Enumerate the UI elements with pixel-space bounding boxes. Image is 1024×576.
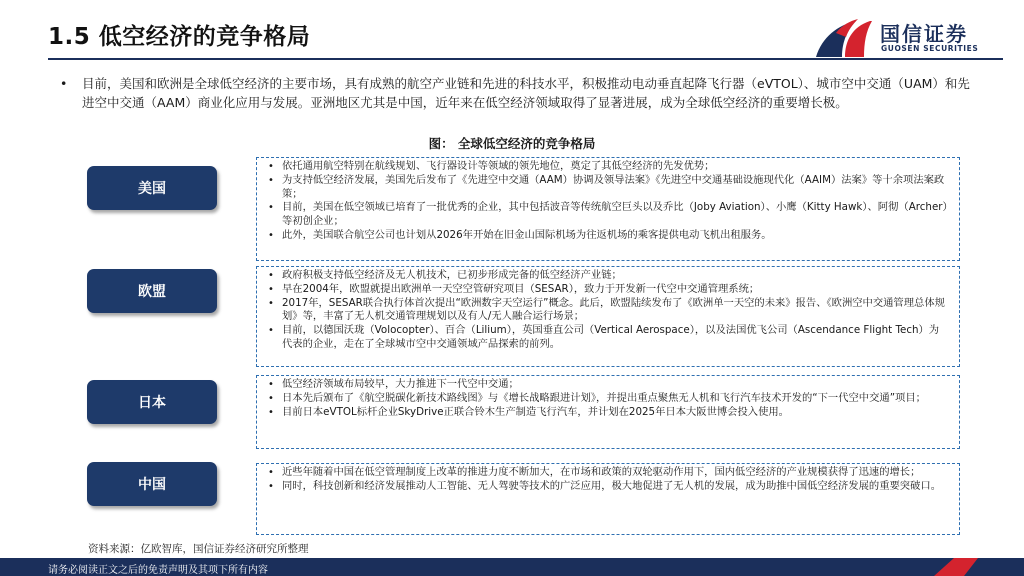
region-box-japan: [256, 375, 960, 449]
figure-caption: 图： 全球低空经济的竞争格局: [428, 136, 596, 151]
intro-text: 目前，美国和欧洲是全球低空经济的主要市场，具有成熟的航空产业链和先进的科技水平，积极推动电动垂直起降飞行器（eVTOL）、城市空中交通（UAM）和先进空中交通（AAM）商业化应用与发展。亚洲地区尤其是中国，近年来在低空经济领域取得了显著进展，成为全球低空经济的重要增长极。: [82, 76, 970, 110]
list-item: • 低空经济领域布局较早，大力推进下一代空中交通；: [265, 378, 949, 392]
region-label-china: 中国: [87, 462, 217, 506]
region-box-eu: [256, 266, 960, 367]
region-points-usa: [265, 160, 949, 243]
list-item: • 目前日本eVTOL标杆企业SkyDrive正联合铃木生产制造飞行汽车，并计划在2025年日本大阪世博会投入使用。: [265, 406, 949, 420]
region-points-eu: [265, 269, 949, 352]
region-points-china: [265, 466, 949, 494]
list-item: • 同时，科技创新和经济发展推动人工智能、无人驾驶等技术的广泛应用，极大地促进了无人机的发展，成为助推中国低空经济发展的重要突破口。: [265, 480, 949, 494]
list-item: • 早在2004年，欧盟就提出欧洲单一天空空管研究项目（SESAR），致力于开发新一代空中交通管理系统；: [265, 283, 949, 297]
guosen-logo-icon: [812, 17, 874, 57]
intro-paragraph: [62, 74, 972, 112]
logo-text-en: GUOSEN SECURITIES: [881, 44, 979, 53]
list-item: • 2017年，SESAR联合执行体首次提出“欧洲数字天空运行”概念。此后，欧盟陆续发布了《欧洲单一天空的未来》报告、《欧洲空中交通管理总体规划》等，丰富了无人机交通管理规划以及有人/无人融合运行场景；: [265, 297, 949, 325]
page-title: 1.5 低空经济的竞争格局: [48, 24, 311, 50]
guosen-logo: [812, 14, 1012, 60]
list-item: • 近些年随着中国在低空管理制度上改革的推进力度不断加大，在市场和政策的双轮驱动作用下，国内低空经济的产业规模获得了迅速的增长；: [265, 466, 949, 480]
list-item: • 依托通用航空特别在航线规划、飞行器设计等领域的领先地位，奠定了其低空经济的先发优势；: [265, 160, 949, 174]
list-item: • 日本先后颁布了《航空脱碳化新技术路线图》与《增长战略跟进计划》，并提出重点聚焦无人机和飞行汽车技术开发的“下一代空中交通”项目；: [265, 392, 949, 406]
list-item: • 此外，美国联合航空公司也计划从2026年开始在旧金山国际机场为往返机场的乘客提供电动飞机出租服务。: [265, 229, 949, 243]
footer-bar: [0, 558, 1024, 576]
logo-text-cn: 国信证券: [880, 22, 968, 46]
list-item: • 目前，美国在低空领域已培育了一批优秀的企业，其中包括波音等传统航空巨头以及乔比（Joby Aviation）、小鹰（Kitty Hawk）、阿彻（Archer）等初创企业；: [265, 201, 949, 229]
list-item: • 目前，以德国沃珑（Volocopter）、百合（Lilium），英国垂直公司（Vertical Aerospace），以及法国优飞公司（Ascendance Flight Tech）为代表的企业，走在了全球城市空中交通领域产品探索的前列。: [265, 324, 949, 352]
source-note: 资料来源：亿欧智库，国信证券经济研究所整理: [88, 543, 309, 555]
footer-disclaimer: 请务必阅读正文之后的免责声明及其项下所有内容: [48, 565, 268, 576]
list-item: • 为支持低空经济发展，美国先后发布了《先进空中交通（AAM）协调及领导法案》《先进空中交通基础设施现代化（AAIM）法案》等十余项法案政策；: [265, 174, 949, 202]
region-label-japan: 日本: [87, 380, 217, 424]
list-item: • 政府积极支持低空经济及无人机技术，已初步形成完备的低空经济产业链；: [265, 269, 949, 283]
region-box-usa: [256, 157, 960, 261]
region-label-usa: 美国: [87, 166, 217, 210]
region-points-japan: [265, 378, 949, 419]
footer-accent-shape: [934, 558, 1024, 576]
intro-bullet: •: [60, 76, 68, 91]
region-box-china: [256, 463, 960, 535]
region-label-eu: 欧盟: [87, 269, 217, 313]
